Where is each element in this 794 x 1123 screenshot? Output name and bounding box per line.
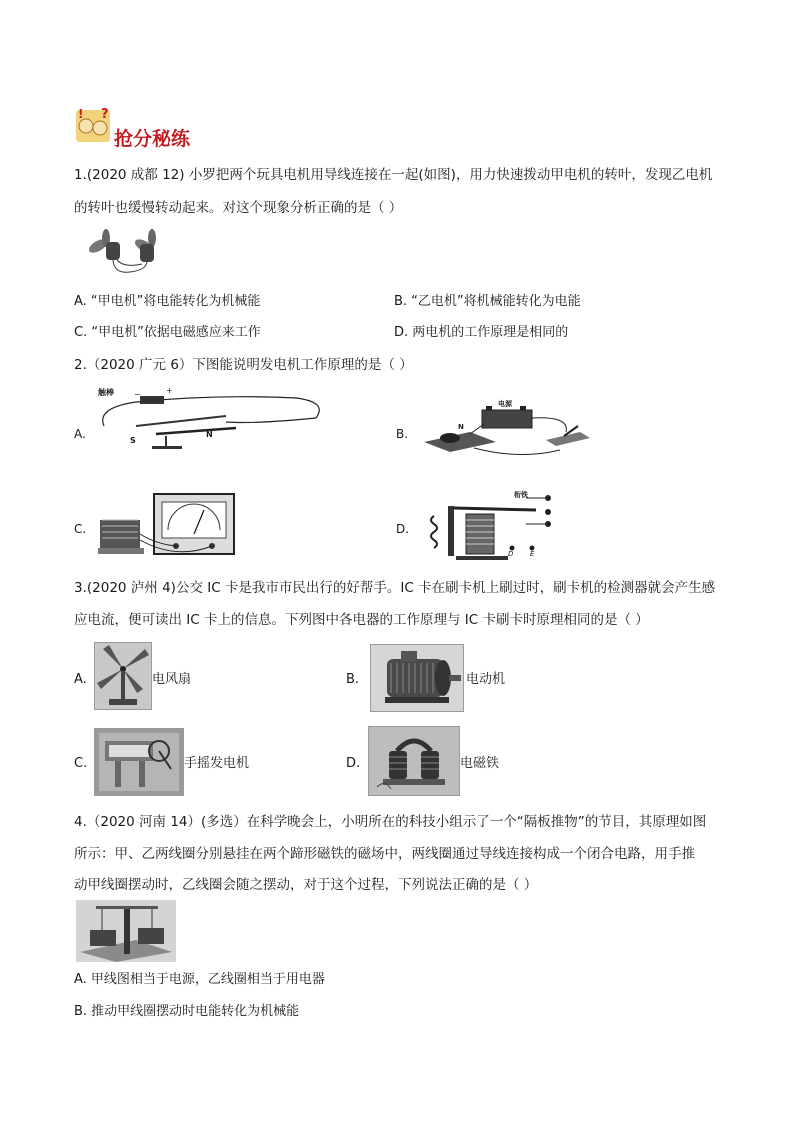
q1-option-c: C. “甲电机”依据电磁感应来工作 — [74, 325, 261, 340]
q4-stem-line2: 所示：甲、乙两线圈分别悬挂在两个蹄形磁铁的磁场中，两线圈通过导线连接构成一个闭合电路，用手推 — [74, 846, 695, 862]
q2-figure-c[interactable] — [96, 492, 236, 562]
q4-option-a: A. 甲线图相当于电源，乙线圈相当于用电器 — [74, 972, 325, 987]
q2-option-d-letter: D. — [396, 522, 410, 536]
q2-d-d-label: D — [508, 550, 514, 558]
q2-option-b-letter: B. — [396, 427, 409, 441]
q2-option-c-letter: C. — [74, 522, 87, 536]
q2-d-iron-label: 衔铁 — [514, 491, 528, 499]
q1-stem-line2: 的转叶也缓慢转动起来。对这个现象分析正确的是（ ） — [74, 200, 403, 216]
q3-option-b-letter: B. — [346, 672, 360, 687]
q1-option-a: A. “甲电机”将电能转化为机械能 — [74, 294, 261, 309]
q2-b-power-label: 电源 — [498, 400, 512, 408]
q3-stem-line2: 应电流，便可读出 IC 卡上的信息。下列图中各电器的工作原理与 IC 卡刷卡时原理相同的是（ ） — [74, 612, 649, 628]
q2-a-plus-label: + — [166, 386, 173, 395]
q3-fan-image[interactable] — [94, 642, 152, 710]
q3-motor-image[interactable] — [370, 644, 464, 712]
q2-b-n-label: N — [458, 423, 464, 431]
q2-figure-b[interactable] — [420, 396, 592, 466]
svg-text:!: ! — [78, 107, 84, 121]
q4-stem-line1: 4.（2020 河南 14）(多选）在科学晚会上，小明所在的科技小组示了一个“隔板推物”的节目，其原理如图 — [74, 814, 707, 830]
q2-a-s-label: S — [130, 436, 136, 445]
q3-option-a-letter: A. — [74, 672, 87, 687]
q2-option-a-letter: A. — [74, 427, 86, 441]
q3-option-a-label: 电风扇 — [152, 672, 192, 687]
q1-figure-motors — [84, 228, 176, 276]
q3-option-d-letter: D. — [346, 756, 361, 771]
q2-a-rod-label: 触棒 — [98, 388, 114, 397]
q3-option-d-label: 电磁铁 — [460, 756, 500, 771]
q1-stem-line1: 1.(2020 成都 12) 小罗把两个玩具电机用导线连接在一起(如图)，用力快速拨动甲电机的转叶，发现乙电机 — [74, 167, 713, 183]
q3-option-c-letter: C. — [74, 756, 88, 771]
header-icon — [74, 104, 112, 144]
q2-stem: 2.（2020 广元 6）下图能说明发电机工作原理的是（ ） — [74, 357, 413, 373]
q1-option-b: B. “乙电机”将机械能转化为电能 — [394, 294, 581, 309]
q2-a-minus-label: − — [134, 390, 141, 399]
q3-electromagnet-image[interactable] — [368, 726, 460, 796]
q4-stem-line3: 动甲线圈摆动时，乙线圈会随之摆动，对于这个过程，下列说法正确的是（ ） — [74, 877, 538, 893]
q3-hand-generator-image[interactable] — [94, 728, 184, 796]
q3-option-b-label: 电动机 — [466, 672, 506, 687]
q2-d-e-label: E — [530, 550, 535, 558]
q4-figure-coils — [76, 900, 176, 962]
q2-figure-a[interactable] — [96, 388, 328, 450]
q2-a-n-label: N — [206, 430, 213, 439]
svg-text:?: ? — [101, 107, 109, 122]
q3-stem-line1: 3.(2020 泸州 4)公交 IC 卡是我市市民出行的好帮手。IC 卡在刷卡机上刷过时，刷卡机的检测器就会产生感 — [74, 580, 716, 596]
section-title: 抢分秘练 — [114, 128, 191, 150]
q1-option-d: D. 两电机的工作原理是相同的 — [394, 325, 569, 340]
q4-option-b: B. 推动甲线圈摆动时电能转化为机械能 — [74, 1004, 300, 1019]
q2-figure-d[interactable] — [426, 488, 566, 562]
q3-option-c-label: 手摇发电机 — [184, 756, 250, 771]
